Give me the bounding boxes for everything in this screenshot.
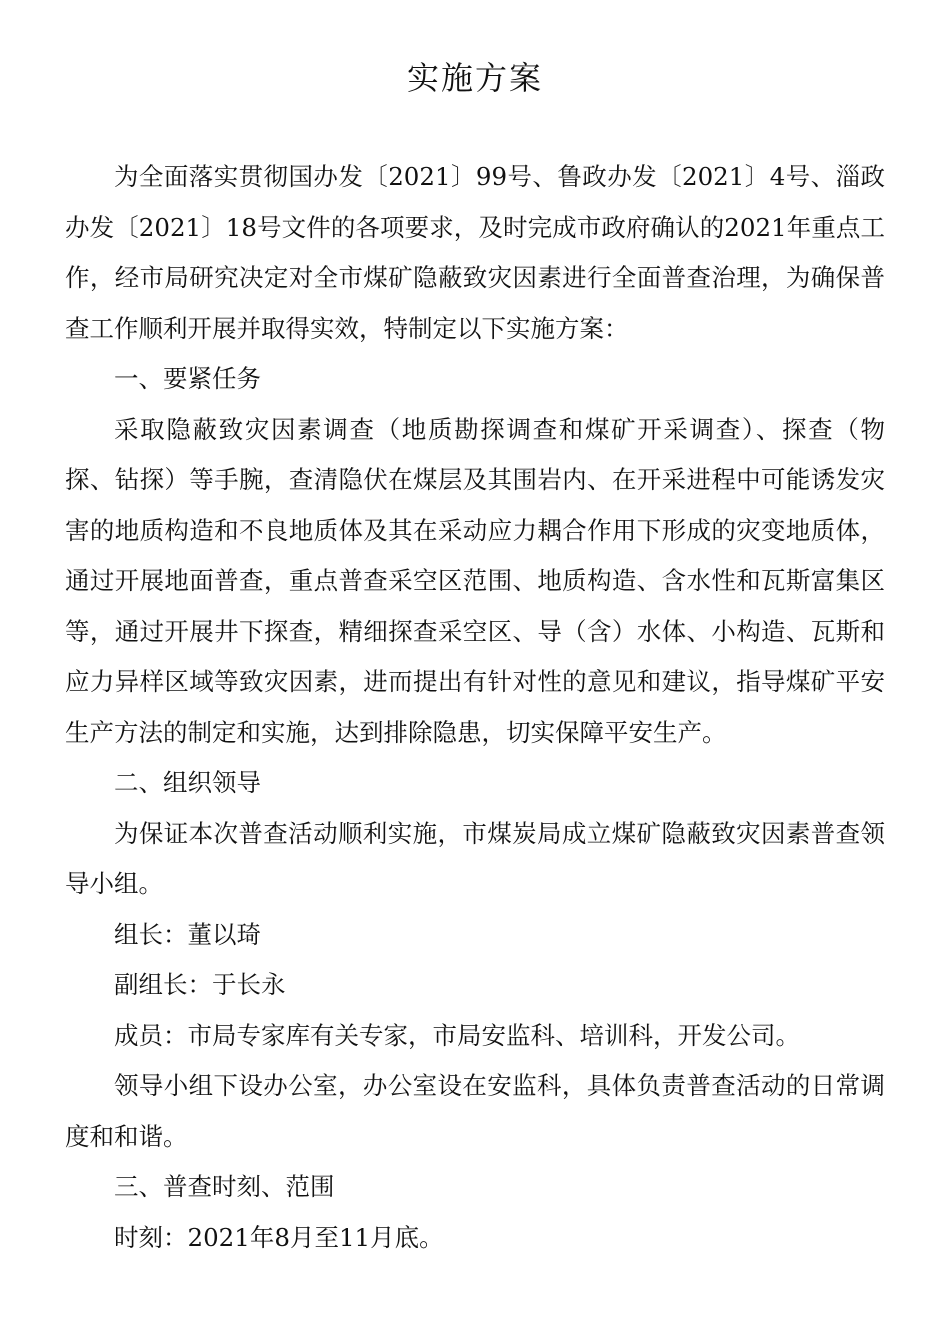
time-line: 时刻：2021年8月至11月底。 bbox=[114, 1222, 444, 1252]
members-line: 成员：市局专家库有关专家，市局安监科、培训科，开发公司。 bbox=[114, 1020, 800, 1050]
section-heading-main-tasks: 一、要紧任务 bbox=[114, 364, 261, 393]
section-heading-organization: 二、组织领导 bbox=[114, 768, 261, 797]
document-body bbox=[65, 152, 885, 1263]
section-heading-time-scope: 三、普查时刻、范围 bbox=[114, 1172, 335, 1201]
group-leader-line: 组长：董以琦 bbox=[114, 919, 261, 949]
main-tasks-paragraph: 采取隐蔽致灾因素调查（地质勘探调查和煤矿开采调查）、探查（物探、钻探）等手腕，查清隐伏在煤层及其围岩内、在开采进程中可能诱发灾害的地质构造和不良地质体及其在采动应力耦合作用下形成的灾变地质体，通过开展地面普查，重点普查采空区范围、地质构造、含水性和瓦斯富集区等，通过开展井下探查，精细探查采空区、导（含）水体、小构造、瓦斯和应力异样区域等致灾因素，进而提出有针对性的意见和建议，指导煤矿平安生产方法的制定和实施，达到排除隐患，切实保障平安生产。 bbox=[65, 414, 885, 747]
document-title: 实施方案 bbox=[406, 59, 543, 97]
organization-paragraph: 为保证本次普查活动顺利实施，市煤炭局成立煤矿隐蔽致灾因素普查领导小组。 bbox=[65, 818, 885, 898]
deputy-leader-line: 副组长：于长永 bbox=[114, 970, 286, 999]
office-paragraph: 领导小组下设办公室，办公室设在安监科，具体负责普查活动的日常调度和和谐。 bbox=[65, 1071, 885, 1151]
intro-paragraph: 为全面落实贯彻国办发〔2021〕99号、鲁政办发〔2021〕4号、淄政办发〔2021〕18号文件的各项要求，及时完成市政府确认的2021年重点工作，经市局研究决定对全市煤矿隐蔽致灾因素进行全面普查治理，为确保普查工作顺利开展并取得实效，特制定以下实施方案： bbox=[65, 162, 885, 343]
